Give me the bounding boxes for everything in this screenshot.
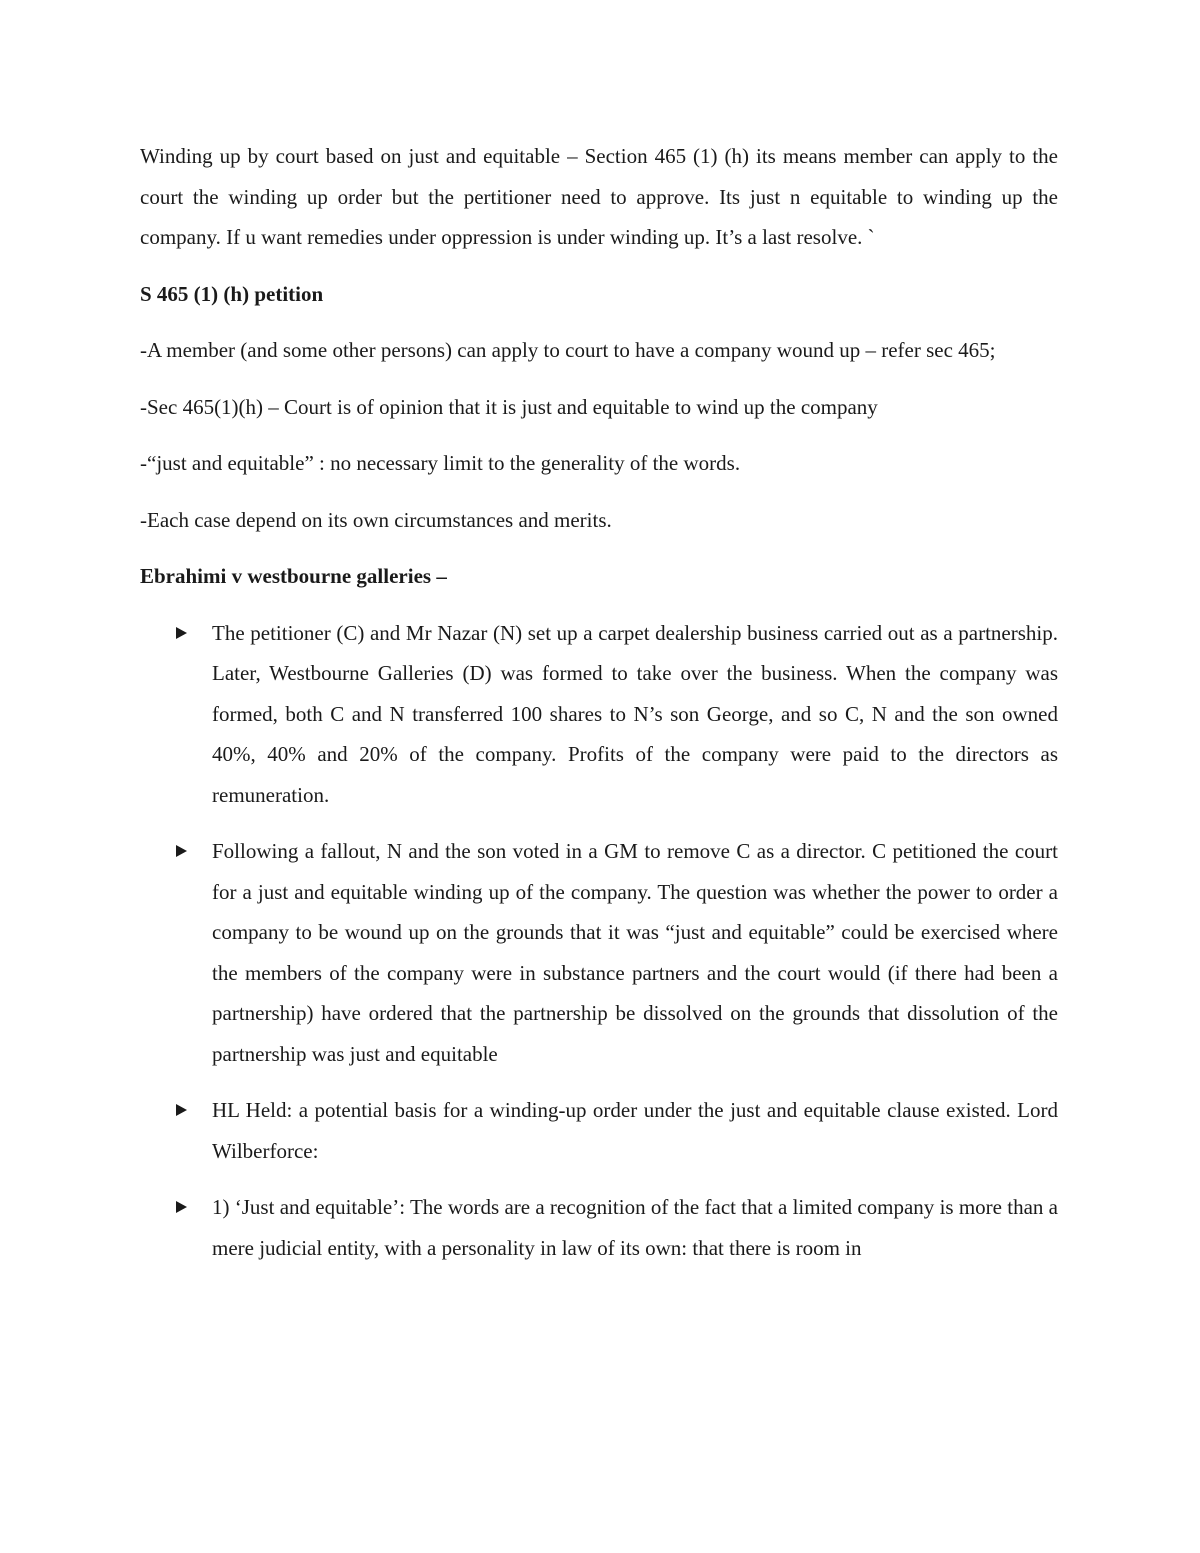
case-bullet-list: [140, 613, 1058, 1269]
petition-line: -Each case depend on its own circumstances and merits.: [140, 507, 612, 532]
list-item: [140, 831, 1058, 1074]
arrow-bullet-icon: [176, 1104, 187, 1116]
document-page: [140, 136, 1058, 1284]
intro-paragraph: Winding up by court based on just and equitable – Section 465 (1) (h) its means member can apply to the court the winding up order but the pertitioner need to approve. Its just n equitable to winding up the company. If u want remedies under oppression is under winding up. It’s a last resolve. `: [140, 144, 1058, 249]
bullet-text: The petitioner (C) and Mr Nazar (N) set up a carpet dealership business carried out as a partnership. Later, Westbourne Galleries (D) was formed to take over the business. When the company was formed, both C and N transferred 100 shares to N’s son George, and so C, N and the son owned 40%, 40% and 20% of the company. Profits of the company were paid to the directors as remuneration.: [212, 620, 1058, 807]
bullet-text: HL Held: a potential basis for a winding-up order under the just and equitable clause existed. Lord Wilberforce:: [212, 1098, 1058, 1163]
heading-case: Ebrahimi v westbourne galleries –: [140, 564, 447, 588]
petition-line: -A member (and some other persons) can apply to court to have a company wound up – refer sec 465;: [140, 338, 996, 362]
petition-line: -Sec 465(1)(h) – Court is of opinion that it is just and equitable to wind up the company: [140, 394, 878, 419]
list-item: [140, 613, 1058, 816]
arrow-bullet-icon: [176, 1201, 187, 1213]
bullet-text: 1) ‘Just and equitable’: The words are a recognition of the fact that a limited company is more than a mere judicial entity, with a personality in law of its own: that there is room in: [212, 1195, 1058, 1260]
list-item: [140, 1187, 1058, 1268]
arrow-bullet-icon: [176, 845, 187, 857]
petition-line: -“just and equitable” : no necessary limit to the generality of the words.: [140, 451, 741, 475]
list-item: [140, 1090, 1058, 1171]
bullet-text: Following a fallout, N and the son voted in a GM to remove C as a director. C petitioned the court for a just and equitable winding up of the company. The question was whether the power to order a company to be wound up on the grounds that it was “just and equitable” could be exercised where the members of the company were in substance partners and the court would (if there had been a partnership) have ordered that the partnership be dissolved on the grounds that dissolution of the partnership was just and equitable: [212, 839, 1058, 1066]
heading-petition: S 465 (1) (h) petition: [140, 281, 324, 306]
arrow-bullet-icon: [176, 627, 187, 639]
